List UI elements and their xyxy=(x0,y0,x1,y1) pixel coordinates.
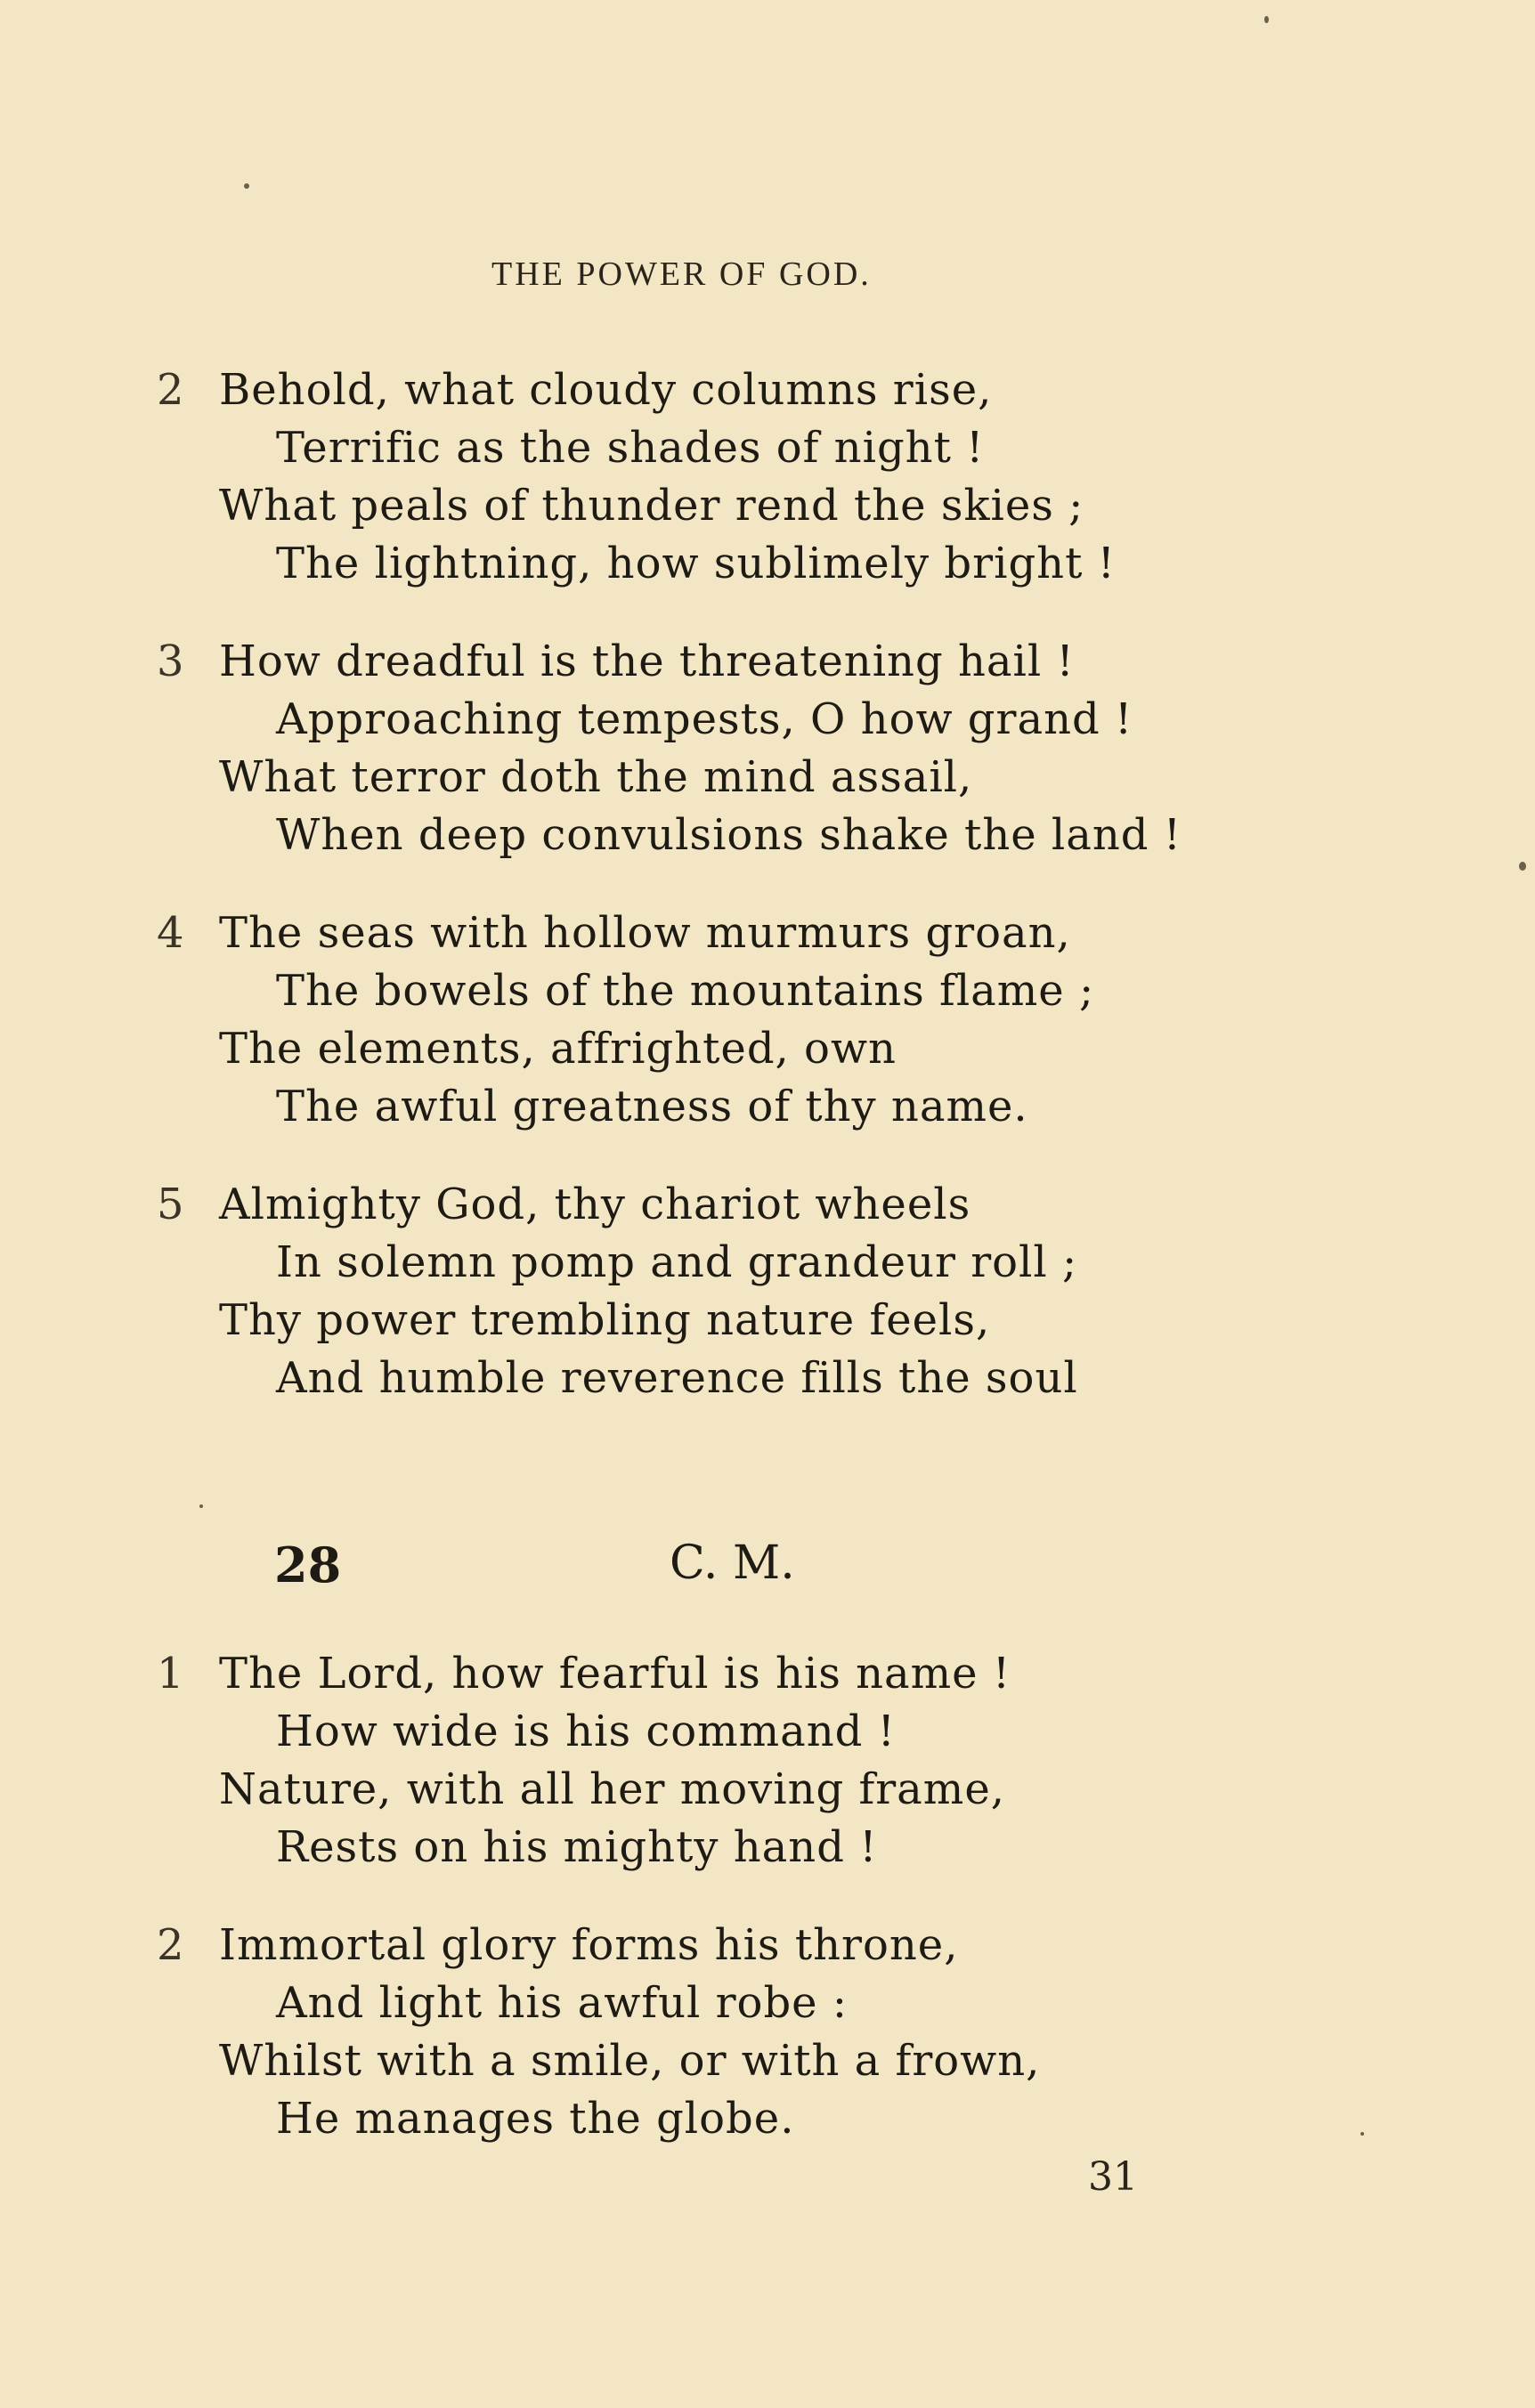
verse-line: How wide is his command ! xyxy=(276,1707,896,1756)
stanza-number: 1 xyxy=(157,1649,184,1699)
verse-line: The elements, affrighted, own xyxy=(219,1024,897,1074)
hymn-number: 28 xyxy=(274,1536,342,1593)
verse-line: Whilst with a smile, or with a frown, xyxy=(219,2036,1041,2086)
verse-line: Rests on his mighty hand ! xyxy=(276,1822,878,1872)
verse-line: The lightning, how sublimely bright ! xyxy=(276,539,1116,588)
verse-line: How dreadful is the threatening hail ! xyxy=(219,636,1075,686)
verse-line: What terror doth the mind assail, xyxy=(219,752,973,802)
stanza-number: 3 xyxy=(157,636,184,686)
page-number: 31 xyxy=(1088,2154,1138,2200)
hymn-meter: C. M. xyxy=(670,1536,795,1590)
paper-speck xyxy=(1264,16,1269,23)
paper-speck xyxy=(244,183,249,189)
verse-line: When deep convulsions shake the land ! xyxy=(276,810,1182,860)
running-head: THE POWER OF GOD. xyxy=(491,255,872,293)
verse-line: In solemn pomp and grandeur roll ; xyxy=(276,1237,1078,1287)
verse-line: Behold, what cloudy columns rise, xyxy=(219,365,993,415)
verse-line: The Lord, how fearful is his name ! xyxy=(219,1649,1011,1699)
verse-line: The bowels of the mountains flame ; xyxy=(276,966,1095,1016)
verse-line: And humble reverence fills the soul xyxy=(276,1353,1078,1403)
stanza-number: 5 xyxy=(157,1180,184,1229)
verse-line: The awful greatness of thy name. xyxy=(276,1082,1028,1131)
verse-line: Approaching tempests, O how grand ! xyxy=(276,694,1133,744)
verse-line: Immortal glory forms his throne, xyxy=(219,1920,959,1970)
verse-line: The seas with hollow murmurs groan, xyxy=(219,908,1071,958)
verse-line: Nature, with all her moving frame, xyxy=(219,1764,1005,1814)
verse-line: He manages the globe. xyxy=(276,2094,795,2144)
stanza-number: 2 xyxy=(157,1920,184,1970)
stanza-number: 2 xyxy=(157,365,184,415)
verse-line: And light his awful robe : xyxy=(276,1978,849,2028)
paper-speck xyxy=(1360,2132,1364,2136)
verse-line: Terrific as the shades of night ! xyxy=(276,423,985,473)
stanza-number: 4 xyxy=(157,908,184,958)
verse-line: What peals of thunder rend the skies ; xyxy=(219,481,1084,531)
paper-speck xyxy=(199,1504,203,1508)
verse-line: Almighty God, thy chariot wheels xyxy=(219,1180,971,1229)
verse-line: Thy power trembling nature feels, xyxy=(219,1295,991,1345)
paper-speck xyxy=(1519,862,1526,871)
